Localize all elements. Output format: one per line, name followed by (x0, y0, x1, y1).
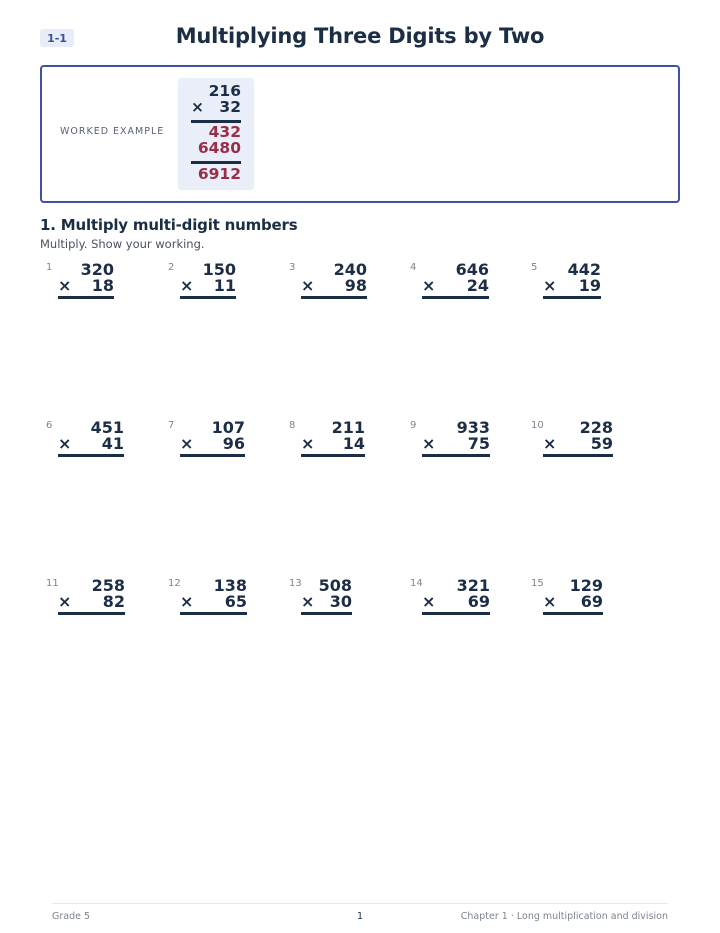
answer-rule (301, 296, 367, 299)
times-sign: × (543, 434, 557, 453)
problem-number: 7 (168, 420, 175, 431)
problem-item (289, 420, 365, 480)
problem-number: 15 (531, 578, 544, 589)
problem-multiplier-row (422, 276, 489, 295)
problem-item (168, 420, 245, 480)
times-sign: × (191, 98, 204, 116)
problem-multiplicand: 320 (80, 260, 114, 279)
example-partial-product-1: 432 (208, 123, 241, 141)
problem-number: 9 (410, 420, 417, 431)
problem-multiplier: 69 (467, 592, 490, 611)
times-sign: × (422, 276, 436, 295)
answer-rule (422, 612, 490, 615)
times-sign: × (180, 276, 194, 295)
problem-item (410, 262, 489, 322)
problem-multiplier: 98 (344, 276, 367, 295)
problem-multiplier: 65 (224, 592, 247, 611)
problem-item (289, 262, 367, 322)
problem-item (168, 262, 236, 322)
problem-multiplier-row (180, 276, 236, 295)
problem-number: 4 (410, 262, 417, 273)
answer-rule (543, 454, 613, 457)
problem-multiplicand: 451 (90, 418, 124, 437)
problem-multiplicand: 258 (91, 576, 125, 595)
problem-multiplier: 18 (91, 276, 114, 295)
problem-multiplier: 14 (342, 434, 365, 453)
problem-multiplier-row (543, 434, 613, 453)
problem-multiplicand: 508 (318, 576, 352, 595)
problem-multiplier: 41 (101, 434, 124, 453)
problem-multiplier: 19 (578, 276, 601, 295)
page-number: 1 (356, 911, 364, 922)
example-multiplier-row (191, 98, 241, 116)
problem-number: 6 (46, 420, 53, 431)
problem-number: 10 (531, 420, 544, 431)
worked-example-label: WORKED EXAMPLE (60, 126, 165, 137)
footer-grade: Grade 5 (52, 911, 91, 922)
page-title: Multiplying Three Digits by Two (175, 24, 545, 48)
problem-multiplicand: 321 (456, 576, 490, 595)
problem-multiplier-row (301, 434, 365, 453)
times-sign: × (180, 592, 194, 611)
times-sign: × (543, 592, 557, 611)
times-sign: × (58, 276, 72, 295)
answer-rule (180, 454, 245, 457)
worked-example-card (178, 78, 254, 190)
problem-multiplicand: 129 (569, 576, 603, 595)
answer-rule (58, 296, 114, 299)
problem-multiplier-row (422, 434, 490, 453)
times-sign: × (180, 434, 194, 453)
problem-number: 14 (410, 578, 423, 589)
problem-multiplicand: 933 (456, 418, 490, 437)
problem-multiplier: 75 (467, 434, 490, 453)
problem-multiplier-row (543, 276, 601, 295)
problem-multiplier-row (543, 592, 603, 611)
problem-multiplier-row (58, 434, 124, 453)
problem-item (289, 578, 352, 638)
example-partial-product-2: 6480 (197, 139, 241, 157)
footer-chapter: Chapter 1 · Long multiplication and division (460, 911, 668, 922)
problem-multiplicand: 240 (333, 260, 367, 279)
problem-number: 2 (168, 262, 175, 273)
problem-multiplicand: 211 (331, 418, 365, 437)
problem-number: 3 (289, 262, 296, 273)
problem-item (531, 420, 613, 480)
problem-multiplier: 30 (329, 592, 352, 611)
problem-multiplicand: 107 (211, 418, 245, 437)
problem-item (531, 578, 603, 638)
problem-multiplier-row (422, 592, 490, 611)
problem-multiplier-row (58, 276, 114, 295)
problem-multiplicand: 138 (213, 576, 247, 595)
times-sign: × (58, 434, 72, 453)
answer-rule (301, 454, 365, 457)
problem-number: 12 (168, 578, 181, 589)
problem-multiplier: 82 (102, 592, 125, 611)
footer-divider (52, 903, 668, 904)
problem-multiplier: 24 (466, 276, 489, 295)
problem-multiplier: 96 (222, 434, 245, 453)
answer-rule (422, 296, 489, 299)
problem-item (168, 578, 247, 638)
answer-rule (301, 612, 352, 615)
times-sign: × (58, 592, 72, 611)
problem-item (46, 578, 125, 638)
problem-number: 1 (46, 262, 53, 273)
times-sign: × (422, 592, 436, 611)
problem-multiplier: 11 (213, 276, 236, 295)
answer-rule (543, 612, 603, 615)
problem-multiplier-row (301, 592, 352, 611)
times-sign: × (543, 276, 557, 295)
problem-multiplier: 69 (580, 592, 603, 611)
problem-multiplier-row (58, 592, 125, 611)
times-sign: × (301, 592, 315, 611)
example-rule-2 (191, 161, 241, 164)
answer-rule (422, 454, 490, 457)
answer-rule (58, 612, 125, 615)
worked-example-box (40, 65, 680, 203)
problem-multiplier-row (180, 592, 247, 611)
times-sign: × (301, 276, 315, 295)
example-multiplicand: 216 (208, 82, 241, 100)
problem-multiplicand: 442 (567, 260, 601, 279)
problem-number: 5 (531, 262, 538, 273)
answer-rule (180, 612, 247, 615)
problem-item (410, 420, 490, 480)
lesson-badge: 1-1 (40, 29, 74, 47)
answer-rule (543, 296, 601, 299)
problem-multiplicand: 228 (579, 418, 613, 437)
problem-multiplier: 59 (590, 434, 613, 453)
example-answer: 6912 (197, 165, 241, 183)
example-multiplier: 32 (219, 98, 241, 116)
problem-number: 11 (46, 578, 59, 589)
answer-rule (58, 454, 124, 457)
problem-item (46, 420, 124, 480)
problem-item (46, 262, 114, 322)
problem-multiplicand: 150 (202, 260, 236, 279)
times-sign: × (422, 434, 436, 453)
problem-multiplier-row (301, 276, 367, 295)
section-heading: 1. Multiply multi-digit numbers (40, 216, 298, 234)
answer-rule (180, 296, 236, 299)
problem-item (410, 578, 490, 638)
problem-item (531, 262, 601, 322)
times-sign: × (301, 434, 315, 453)
section-instruction: Multiply. Show your working. (40, 237, 205, 251)
problem-number: 8 (289, 420, 296, 431)
problem-multiplicand: 646 (455, 260, 489, 279)
problem-number: 13 (289, 578, 302, 589)
problem-multiplier-row (180, 434, 245, 453)
